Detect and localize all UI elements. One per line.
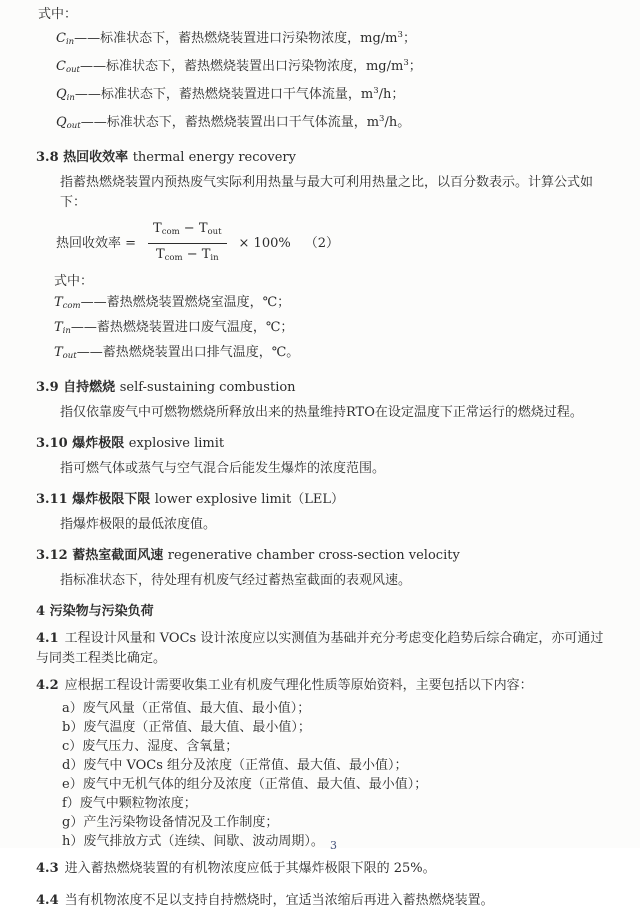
section-heading-3-10: 3.10 爆炸极限 explosive limit: [36, 436, 225, 451]
formula-numerator: $T_{com} - T_{out}$: [148, 219, 227, 244]
section-4-1: 4.1 工程设计风量和 VOCs 设计浓度应以实测值为基础并充分考虑变化趋势后综合确定，亦可通过与同类工程类比确定。: [36, 631, 604, 666]
list-item-h: h）废气排放方式（连续、间歇、波动周期）。: [62, 834, 324, 849]
formula-thermal-recovery: [56, 219, 612, 268]
symbol-cout: $C_{out}$: [56, 59, 80, 75]
section-body-3-9: 指仅依靠废气中可燃物燃烧所释放出来的热量维持RTO在设定温度下正常运行的燃烧过程。: [60, 405, 583, 420]
symbol-definition-tcom: $T_{com}——$蓄热燃烧装置燃烧室温度，℃；: [54, 295, 291, 311]
symbol-definition-tout: $T_{out}——$蓄热燃烧装置出口排气温度，℃。: [54, 345, 300, 361]
symbol-definition-cin: $C_{in}——$标准状态下，蓄热燃烧装置进口污染物浓度，$mg/m^3$；: [56, 30, 416, 47]
section-heading-3-8: 3.8 热回收效率 thermal energy recovery: [36, 150, 296, 165]
formula-fraction: [148, 219, 227, 268]
symbol-definition-qin: $Q_{in}——$标准状态下，蓄热燃烧装置进口干气体流量，$m^3/h$；: [56, 86, 405, 103]
list-item-d: d）废气中 VOCs 组分及浓度（正常值、最大值、最小值）；: [62, 758, 408, 773]
formula-lhs: 热回收效率 =: [56, 236, 137, 251]
symbol-tout: $T_{out}$: [54, 345, 77, 361]
section-body-3-11: 指爆炸极限的最低浓度值。: [60, 517, 217, 532]
symbol-definition-qout: $Q_{out}——$标准状态下，蓄热燃烧装置出口干气体流量，$m^3/h$。: [56, 114, 411, 131]
symbol-qin: $Q_{in}$: [56, 87, 75, 103]
section-body-3-8: 指蓄热燃烧装置内预热废气实际利用热量与最大可利用热量之比，以百分数表示。计算公式如下：: [60, 175, 594, 210]
list-item-g: g）产生污染物设备情况及工作制度；: [62, 815, 279, 830]
section-heading-3-11: 3.11 爆炸极限下限 lower explosive limit（LEL）: [36, 492, 345, 507]
eq2-where-label: 式中：: [54, 274, 94, 289]
section-body-3-10: 指可燃气体或蒸气与空气混合后能发生爆炸的浓度范围。: [60, 461, 386, 476]
symbol-tin: $T_{in}$: [54, 320, 71, 336]
list-item-c: c）废气压力、湿度、含氧量；: [62, 739, 239, 754]
section-4-4: 4.4 当有机物浓度不足以支持自持燃烧时，宜适当浓缩后再进入蓄热燃烧装置。: [36, 893, 494, 908]
list-item-e: e）废气中无机气体的组分及浓度（正常值、最大值、最小值）；: [62, 777, 428, 792]
list-item-a: a）废气风量（正常值、最大值、最小值）；: [62, 701, 311, 716]
section-4-2: 4.2 应根据工程设计需要收集工业有机废气理化性质等原始资料，主要包括以下内容：: [36, 678, 533, 693]
formula-rhs: × 100%: [238, 236, 291, 251]
list-item-b: b）废气温度（正常值、最大值、最小值）；: [62, 720, 311, 735]
symbol-cin: $C_{in}$: [56, 31, 75, 47]
symbol-qout: $Q_{out}$: [56, 115, 81, 131]
section-heading-3-12: 3.12 蓄热室截面风速 regenerative chamber cross-section velocity: [36, 548, 460, 563]
section-heading-3-9: 3.9 自持燃烧 self-sustaining combustion: [36, 380, 296, 395]
symbol-definition-tin: $T_{in}——$蓄热燃烧装置进口废气温度，℃；: [54, 320, 294, 336]
list-item-f: f）废气中颗粒物浓度；: [62, 796, 197, 811]
formula-denominator: $T_{com} - T_{in}$: [155, 247, 219, 263]
symbol-definition-cout: $C_{out}——$标准状态下，蓄热燃烧装置出口污染物浓度，$mg/m^3$；: [56, 58, 422, 75]
page-number: 3: [330, 839, 337, 852]
formula-equation-number: （2）: [304, 236, 340, 251]
symbol-tcom: $T_{com}$: [54, 295, 81, 311]
chapter-heading-4: 4 污染物与污染负荷: [36, 604, 154, 619]
section-4-2-list: [62, 699, 612, 851]
section-4-3: 4.3 进入蓄热燃烧装置的有机物浓度应低于其爆炸极限下限的 25%。: [36, 861, 436, 876]
section-body-3-12: 指标准状态下，待处理有机废气经过蓄热室截面的表观风速。: [60, 573, 412, 588]
eq1-where-label: 式中：: [38, 7, 78, 22]
